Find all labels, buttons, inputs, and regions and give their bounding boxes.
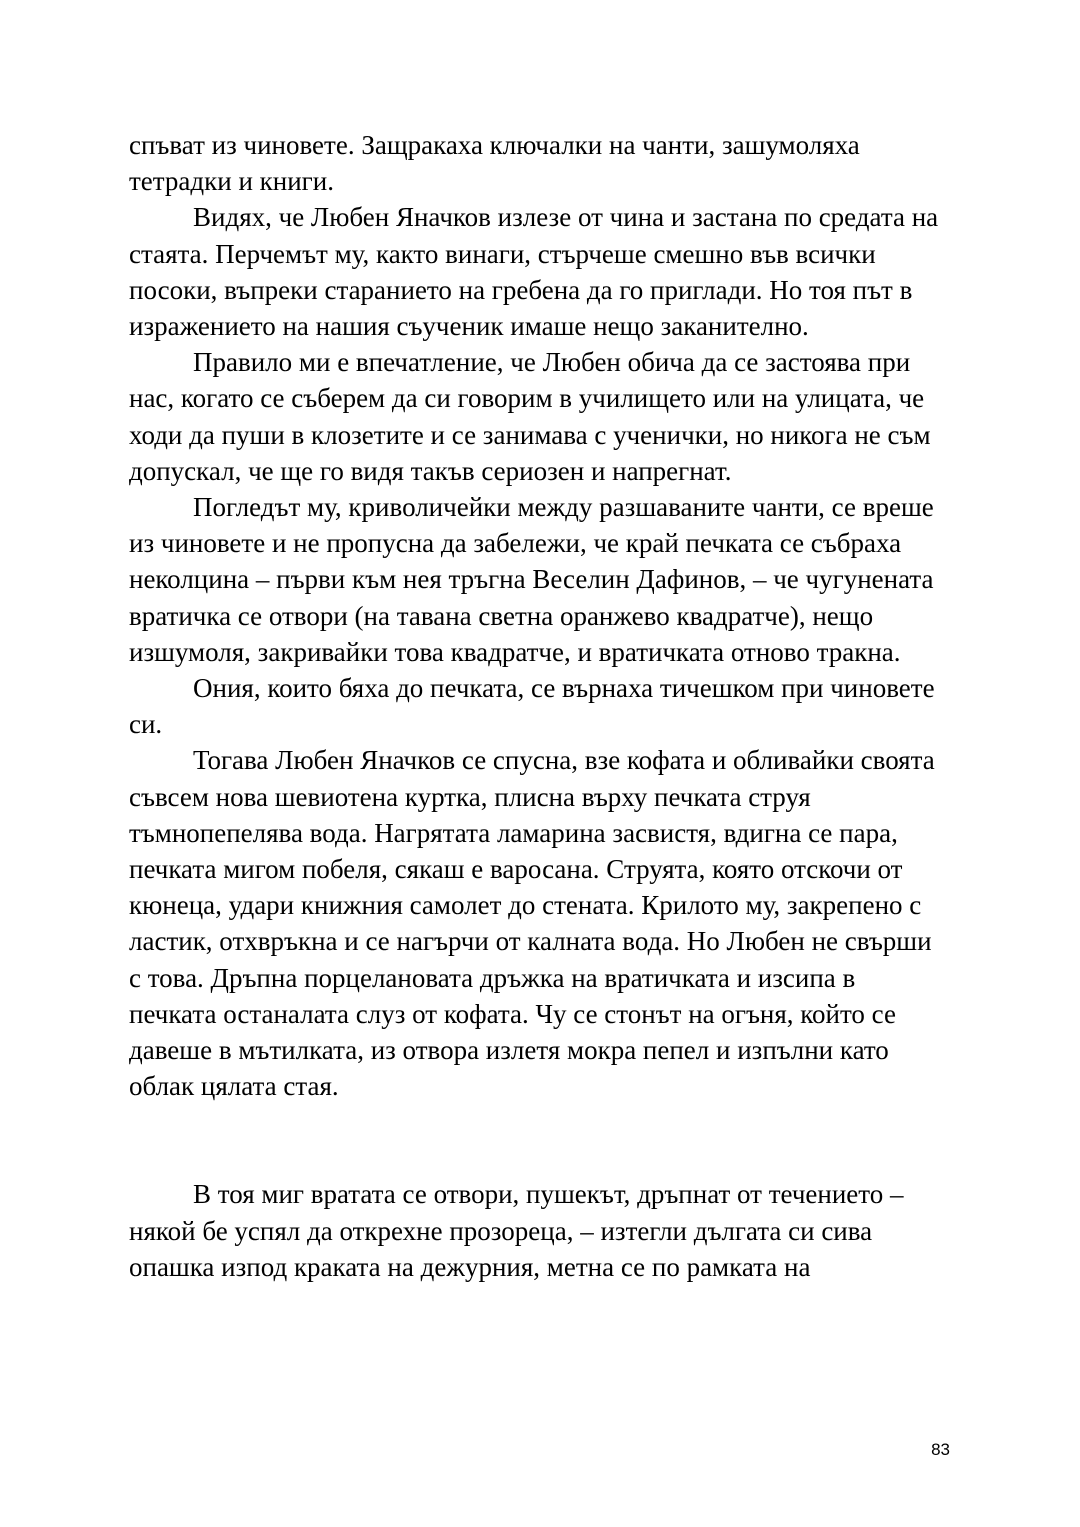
section-break: [129, 1104, 944, 1176]
paragraph: спъват из чиновете. Защракаха ключалки на чанти, зашумоляха тетрадки и книги.: [129, 130, 860, 197]
paragraph: Погледът му, криволичейки между разшаваните чанти, се вреше из чиновете и не пропусна да забележи, че край печката се събраха неколцина – първи към нея тръгна Веселин Дафинов, – че чугунената вратичка се отвори (на тавана светна оранжево квадратче), нещо изшумоля, закривайки това квадратче, и вратичката отново тракна.: [129, 492, 934, 667]
paragraph: Правило ми е впечатление, че Любен обича да се застоява при нас, когато се съберем да си говорим в училището или на улицата, че ходи да пуши в клозетите и се занимава с ученички, но никога не съм допускал, че ще го видя такъв сериозен и напрегнат.: [129, 347, 931, 486]
paragraph: Тогава Любен Яначков се спусна, взе кофата и обливайки своята съвсем нова шевиотена куртка, плисна върху печката струя тъмнопепелява вода. Нагрятата ламарина засвистя, вдигна се пара, печката мигом побеля, сякаш е варосана. Струята, която отскочи от кюнеца, удари книжния самолет до стената. Крилото му, закрепено с ластик, отхвръкна и се нагърчи от калната вода. Но Любен не свърши с това. Дръпна порцелановата дръжка на вратичката и изсипа в печката останалата слуз от кофата. Чу се стонът на огъня, който се давеше в мътилката, из отвора излетя мокра пепел и изпълни като облак цялата стая.: [129, 745, 935, 1102]
page-text: [129, 127, 944, 1285]
paragraph: В тоя миг вратата се отвори, пушекът, дръпнат от течението – някой бе успял да открехне прозореца, – изтегли дългата си сива опашка изпод краката на дежурния, метна се по рамката на: [129, 1179, 904, 1282]
page-number: 83: [931, 1440, 950, 1459]
paragraph: Видях, че Любен Яначков излезе от чина и застана по средата на стаята. Перчемът му, както винаги, стърчеше смешно във всички посоки, въпреки старанието на гребена да го приглади. Но тоя път в изражението на нашия съученик имаше нещо заканително.: [129, 202, 939, 342]
paragraph: Ония, които бяха до печката, се върнаха тичешком при чиновете си.: [129, 673, 935, 740]
